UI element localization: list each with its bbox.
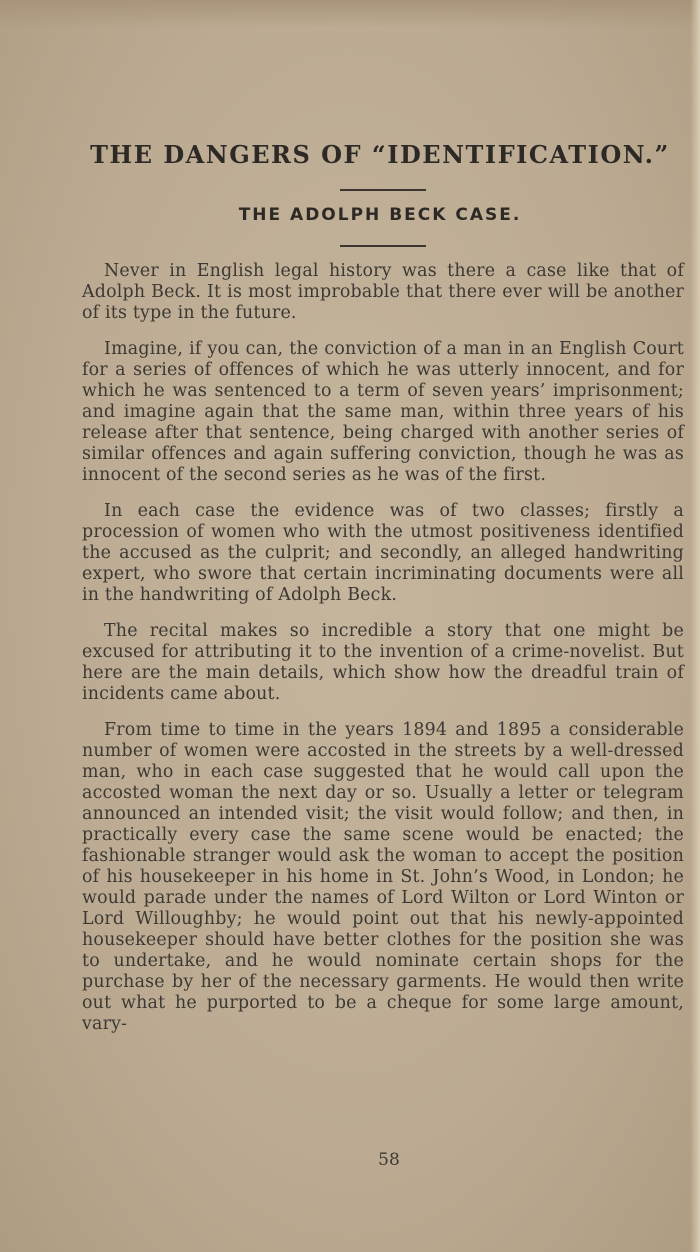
page-number: 58 bbox=[378, 1150, 400, 1170]
page-right-edge bbox=[690, 0, 700, 1252]
paragraph: Never in English legal history was there a case like that of Adolph Beck. It is most improbable that there ever will be another of its type in the future. bbox=[82, 261, 684, 323]
paragraph: From time to time in the years 1894 and 1895 a considerable number of women were accosted in the streets by a well-dressed man, who in each case suggested that he would call upon the accosted woman the next day or so. Usually a letter or telegram announced an intended visit; the visit would follow; and then, in practically every case the same scene would be enacted; the fashionable stranger would ask the woman to accept the position of his housekeeper in his home in St. John’s Wood, in London; he would parade under the names of Lord Wilton or Lord Winton or Lord Willoughby; he would point out that his newly-appointed housekeeper should have better clothes for the position she was to undertake, and he would nominate certain shops for the purchase by her of the necessary garments. He would then write out what he purported to be a cheque for some large amount, vary- bbox=[82, 720, 684, 1034]
paragraph: The recital makes so incredible a story that one might be excused for attributing it to the invention of a crime-novelist. But here are the main details, which show how the dreadful train of incidents came about. bbox=[82, 621, 684, 704]
title-divider bbox=[340, 189, 426, 191]
subtitle-divider bbox=[340, 245, 426, 247]
chapter-title: THE DANGERS OF “IDENTIFICATION.” bbox=[90, 140, 670, 169]
paragraph: In each case the evidence was of two classes; firstly a procession of women who with the utmost positiveness identified the accused as the culprit; and secondly, an alleged handwriting expert, who swore that certain incriminating documents were all in the handwriting of Adolph Beck. bbox=[82, 501, 684, 605]
paragraph: Imagine, if you can, the conviction of a man in an English Court for a series of offences of which he was utterly innocent, and for which he was sentenced to a term of seven years’ imprisonment; and imagine again that the same man, within three years of his release after that sentence, being charged with another series of similar offences and again suffering conviction, though he was as innocent of the second series as he was of the first. bbox=[82, 339, 684, 485]
chapter-subtitle: THE ADOLPH BECK CASE. bbox=[238, 205, 522, 225]
body-text bbox=[82, 261, 684, 1050]
page-top-shadow bbox=[0, 0, 700, 28]
